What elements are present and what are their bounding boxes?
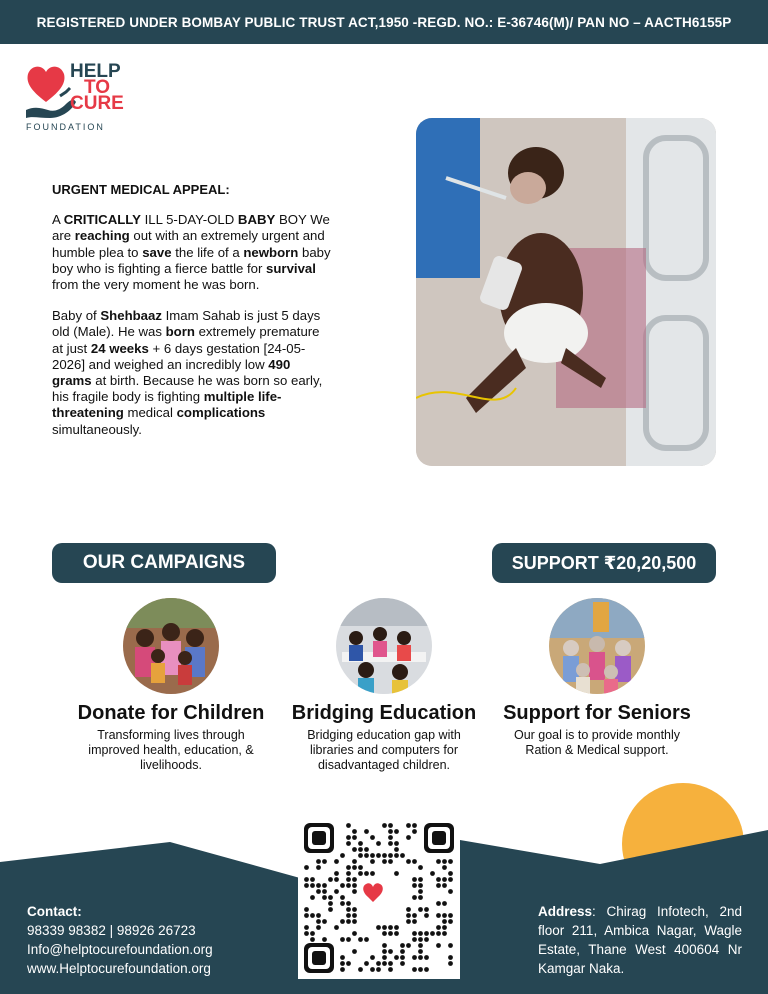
campaign-description: Transforming lives through improved health, education, & livelihoods.	[88, 728, 254, 772]
body-text: at birth. Because he was born so early, his fragile body is fighting	[52, 373, 323, 405]
address-block	[538, 902, 742, 978]
contact-label: Contact:	[27, 904, 82, 919]
contact-website[interactable]: www.Helptocurefoundation.org	[27, 961, 211, 976]
body-text: simultaneously.	[52, 421, 142, 437]
medical-appeal	[52, 182, 332, 453]
help-to-cure-logo	[24, 62, 144, 142]
classroom-photo	[336, 598, 432, 694]
campaign-description: Our goal is to provide monthly Ration & Medical support.	[513, 728, 681, 757]
campaign-support-seniors[interactable]	[497, 598, 697, 758]
address-text: : Chirag Infotech, 2nd floor 211, Ambica Nagar, Wagle Estate, Thane West 400604 Nr Kamgar Naka.	[538, 904, 742, 976]
campaign-title: Bridging Education	[291, 702, 477, 724]
body-text: Imam Sahab is just 5 days old (Male). He was	[52, 308, 321, 340]
campaign-bridging-education[interactable]	[284, 598, 484, 773]
emphasis-text: save	[142, 244, 172, 260]
logo-foundation-text: FOUNDATION	[26, 122, 105, 132]
contact-block	[27, 902, 213, 978]
our-campaigns-heading: OUR CAMPAIGNS	[52, 543, 276, 583]
emphasis-text: CRITICALLY	[63, 212, 141, 228]
seniors-photo	[549, 598, 645, 694]
emphasis-text: 490 grams	[52, 356, 291, 389]
registration-text: REGISTERED UNDER BOMBAY PUBLIC TRUST ACT,1950 -REGD. NO.: E-36746(M)/ PAN NO – AACTH6155P	[36, 14, 732, 30]
emphasis-text: survival	[266, 260, 316, 276]
emphasis-text: complications	[176, 405, 266, 421]
contact-email[interactable]: Info@helptocurefoundation.org	[27, 942, 213, 957]
body-text: Baby of	[52, 308, 101, 324]
body-text: A	[52, 212, 64, 228]
body-text: extremely premature at just	[52, 324, 320, 356]
body-text: out with an extremely urgent and humble plea to	[52, 228, 325, 260]
contact-phones[interactable]: 98339 98382 | 98926 26723	[27, 923, 196, 938]
body-text: medical	[123, 405, 177, 421]
qr-code[interactable]	[298, 817, 460, 979]
emphasis-text: reaching	[74, 228, 130, 244]
body-text: + 6 days gestation [24-05-2026] and weighed an incredibly low	[52, 340, 306, 372]
address-label: Address	[538, 904, 593, 919]
logo-wordmark: HELP TO CURE	[70, 61, 124, 114]
appeal-paragraph-2	[52, 308, 332, 438]
emphasis-text: born	[165, 324, 195, 340]
baby-photo	[416, 118, 716, 466]
campaign-donate-children[interactable]	[71, 598, 271, 773]
emphasis-text: multiple life-threatening	[52, 389, 282, 421]
body-text: the life of a	[171, 244, 244, 260]
qr-code-icon	[298, 817, 460, 979]
appeal-paragraph-1	[52, 212, 332, 293]
emphasis-text: BABY	[237, 212, 276, 228]
registration-banner	[0, 0, 768, 44]
body-text: ILL 5-DAY-OLD	[140, 212, 238, 228]
body-text: from the very moment he was born.	[52, 277, 260, 293]
emphasis-text: 24 weeks	[90, 340, 149, 356]
campaign-title: Support for Seniors	[503, 702, 691, 724]
emphasis-text: newborn	[243, 244, 299, 260]
body-text: BOY We are	[52, 212, 330, 244]
campaign-title: Donate for Children	[77, 702, 265, 724]
appeal-title: URGENT MEDICAL APPEAL:	[52, 182, 230, 197]
support-amount-button[interactable]: SUPPORT ₹20,20,500	[492, 543, 716, 583]
children-photo	[123, 598, 219, 694]
body-text: baby boy who is fighting a fierce battle for	[52, 244, 331, 276]
campaign-description: Bridging education gap with libraries and computers for disadvantaged children.	[307, 728, 461, 772]
emphasis-text: Shehbaaz	[100, 308, 162, 324]
